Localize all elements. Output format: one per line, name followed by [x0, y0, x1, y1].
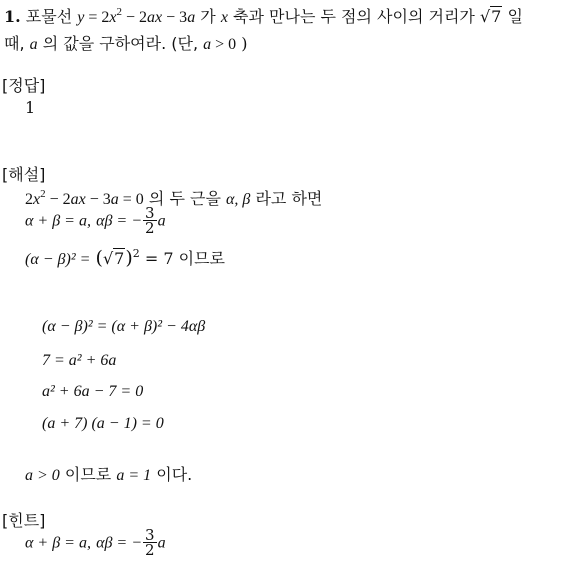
vieta-sum: α + β = a,	[25, 212, 91, 230]
difference-squared: (α − β)² =	[25, 251, 91, 268]
solution-line-3: $(\alpha - \beta)^2 = (√7)^2 = 7$ 이므로	[25, 247, 225, 269]
solution-text: 의 두 근을	[148, 189, 221, 208]
step-substitute: 7 = a² + 6a	[42, 352, 117, 369]
step-identity: (α − β)² = (α + β)² − 4αβ	[42, 318, 206, 335]
solution-equation: $2x^2 - 2ax - 3a = 0$	[25, 188, 144, 208]
problem-text: 의 값을 구하여라. (단,	[42, 34, 199, 53]
hint-line: α + β = a, αβ = − $\frac{3}{2}$ a	[25, 526, 166, 559]
problem-text: 때,	[4, 34, 25, 53]
fraction: $\frac{3}{2}$	[145, 204, 155, 237]
solution-conclusion: a > 0 이므로 a = 1 이다.	[25, 465, 193, 484]
problem-line-1	[4, 4, 523, 27]
problem-line-2	[4, 31, 248, 54]
solution-line-2: α + β = a, αβ = − $\frac{3}{2}$ a	[25, 204, 166, 237]
problem-text: )	[241, 34, 248, 53]
problem-text: 축과 만나는 두 점의 사이의 거리가	[233, 7, 475, 26]
step-quadratic: a² + 6a − 7 = 0	[42, 383, 144, 400]
problem-var-x: x	[220, 9, 228, 26]
answer-value: 1	[25, 98, 36, 117]
answer-header: [정답]	[2, 76, 46, 95]
problem-sqrt: √7	[479, 7, 502, 26]
solution-header: [해설]	[2, 165, 46, 184]
equals-seven: = 7	[144, 249, 174, 268]
solution-text: 라고 하면	[255, 189, 323, 208]
hint-header: [힌트]	[2, 511, 46, 530]
solution-roots: α, β	[226, 191, 251, 208]
step-factored: (a + 7) (a − 1) = 0	[42, 415, 164, 432]
problem-text: 가	[200, 7, 216, 26]
problem-text: 일	[507, 7, 523, 26]
solution-text: 이므로	[178, 249, 225, 268]
problem-number: 1.	[4, 7, 21, 26]
hint-product: αβ = −	[96, 534, 143, 552]
fraction: $\frac{3}{2}$	[145, 526, 155, 559]
problem-var-a: a	[29, 36, 38, 53]
hint-sum: α + β = a,	[25, 534, 91, 552]
vieta-product: αβ = −	[96, 212, 143, 230]
problem-condition: a > 0	[203, 36, 237, 53]
problem-equation: $y = 2x^2 - 2ax - 3a$	[77, 6, 196, 26]
sqrt-seven: √7	[102, 249, 125, 268]
problem-text: 포물선	[25, 7, 73, 26]
